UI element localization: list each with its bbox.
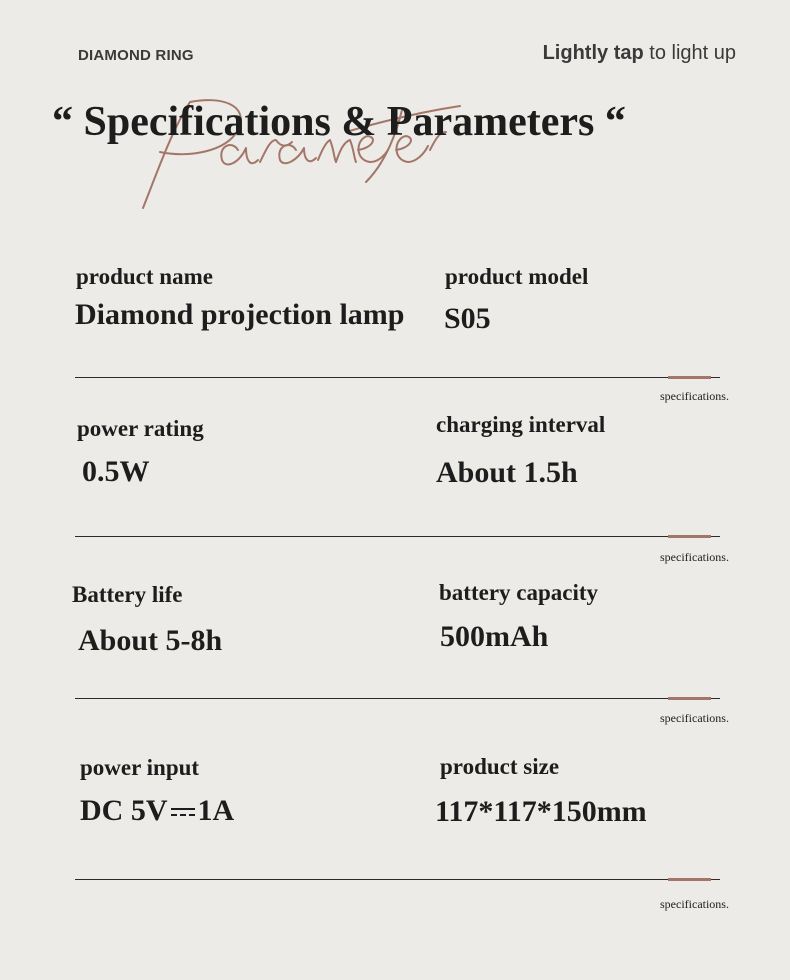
product-model-label: product model bbox=[445, 264, 589, 289]
brand-label: DIAMOND RING bbox=[78, 47, 194, 64]
tagline-strong: Lightly tap bbox=[542, 42, 644, 64]
divider-note-1: specifications. bbox=[660, 389, 729, 403]
power-input-value bbox=[80, 794, 234, 828]
power-input-value-prefix: DC 5V bbox=[80, 794, 168, 827]
product-name-label: product name bbox=[76, 264, 213, 289]
product-size-value: 117*117*150mm bbox=[435, 795, 647, 828]
dc-symbol-icon bbox=[170, 806, 196, 820]
title-quote-close: “ bbox=[604, 99, 626, 145]
power-rating-value: 0.5W bbox=[82, 455, 150, 488]
product-name-value: Diamond projection lamp bbox=[75, 298, 405, 331]
divider-note-3: specifications. bbox=[660, 711, 729, 725]
charging-interval-value: About 1.5h bbox=[436, 456, 578, 489]
power-input-label: power input bbox=[80, 755, 200, 780]
divider-note-2: specifications. bbox=[660, 550, 729, 564]
title-quote-open: “ bbox=[52, 99, 73, 145]
divider-accent-2 bbox=[668, 535, 711, 538]
battery-capacity-label: battery capacity bbox=[439, 580, 599, 605]
product-size-label: product size bbox=[440, 754, 560, 779]
divider-2 bbox=[75, 536, 720, 537]
battery-life-value: About 5-8h bbox=[78, 624, 223, 657]
power-input-value-suffix: 1A bbox=[197, 794, 235, 827]
divider-accent-4 bbox=[668, 878, 711, 881]
divider-accent-1 bbox=[668, 376, 711, 379]
charging-interval-label: charging interval bbox=[436, 412, 606, 437]
battery-capacity-value: 500mAh bbox=[440, 620, 549, 653]
tagline-light: to light up bbox=[649, 42, 736, 64]
battery-life-label: Battery life bbox=[72, 582, 183, 607]
divider-1 bbox=[75, 377, 720, 378]
title-text: Specifications & Parameters bbox=[83, 99, 595, 145]
product-model-value: S05 bbox=[444, 302, 491, 335]
divider-3 bbox=[75, 698, 720, 699]
divider-4 bbox=[75, 879, 720, 880]
page-title bbox=[52, 98, 626, 146]
divider-accent-3 bbox=[668, 697, 711, 700]
power-rating-label: power rating bbox=[77, 416, 204, 441]
divider-note-4: specifications. bbox=[660, 897, 729, 911]
